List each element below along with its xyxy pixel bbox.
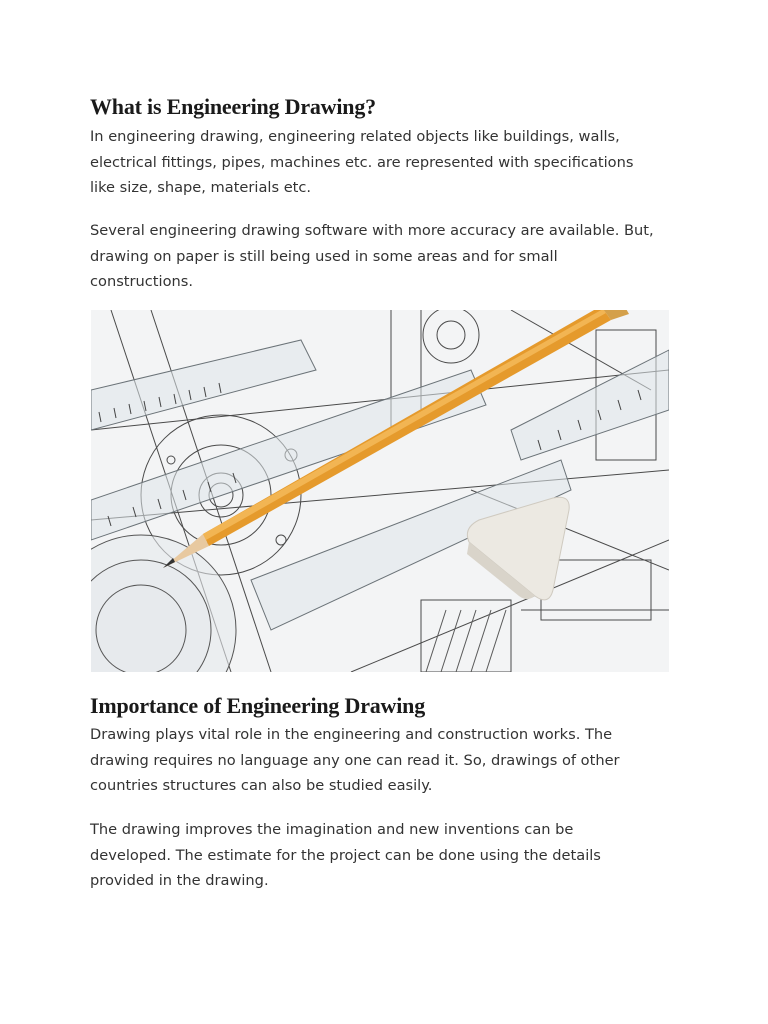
imagination-paragraph [90, 817, 690, 894]
engineering-drawing-photo [91, 310, 669, 672]
text-line: provided in the drawing. [90, 872, 269, 889]
text-line: like size, shape, materials etc. [90, 179, 312, 196]
text-line: The drawing improves the imagination and new inventions can be [90, 821, 574, 838]
text-line: In engineering drawing, engineering related objects like buildings, walls, [90, 128, 620, 145]
text-line: Several engineering drawing software with more accuracy are available. But, [90, 222, 654, 239]
text-line: developed. The estimate for the project can be done using the details [90, 846, 601, 864]
text-line: constructions. [90, 273, 193, 290]
text-line: electrical fittings, pipes, machines etc. are represented with specifications [90, 153, 634, 171]
text-line: countries structures can also be studied easily. [90, 777, 433, 794]
text-line: drawing on paper is still being used in some areas and for small [90, 247, 558, 265]
text-line: drawing requires no language any one can read it. So, drawings of other [90, 751, 620, 769]
section-heading-what-is: What is Engineering Drawing? [90, 94, 376, 119]
intro-paragraph [90, 124, 690, 201]
software-paragraph [90, 218, 690, 295]
importance-paragraph [90, 722, 690, 799]
section-heading-importance: Importance of Engineering Drawing [90, 693, 425, 718]
text-line: Drawing plays vital role in the engineering and construction works. The [90, 726, 613, 743]
